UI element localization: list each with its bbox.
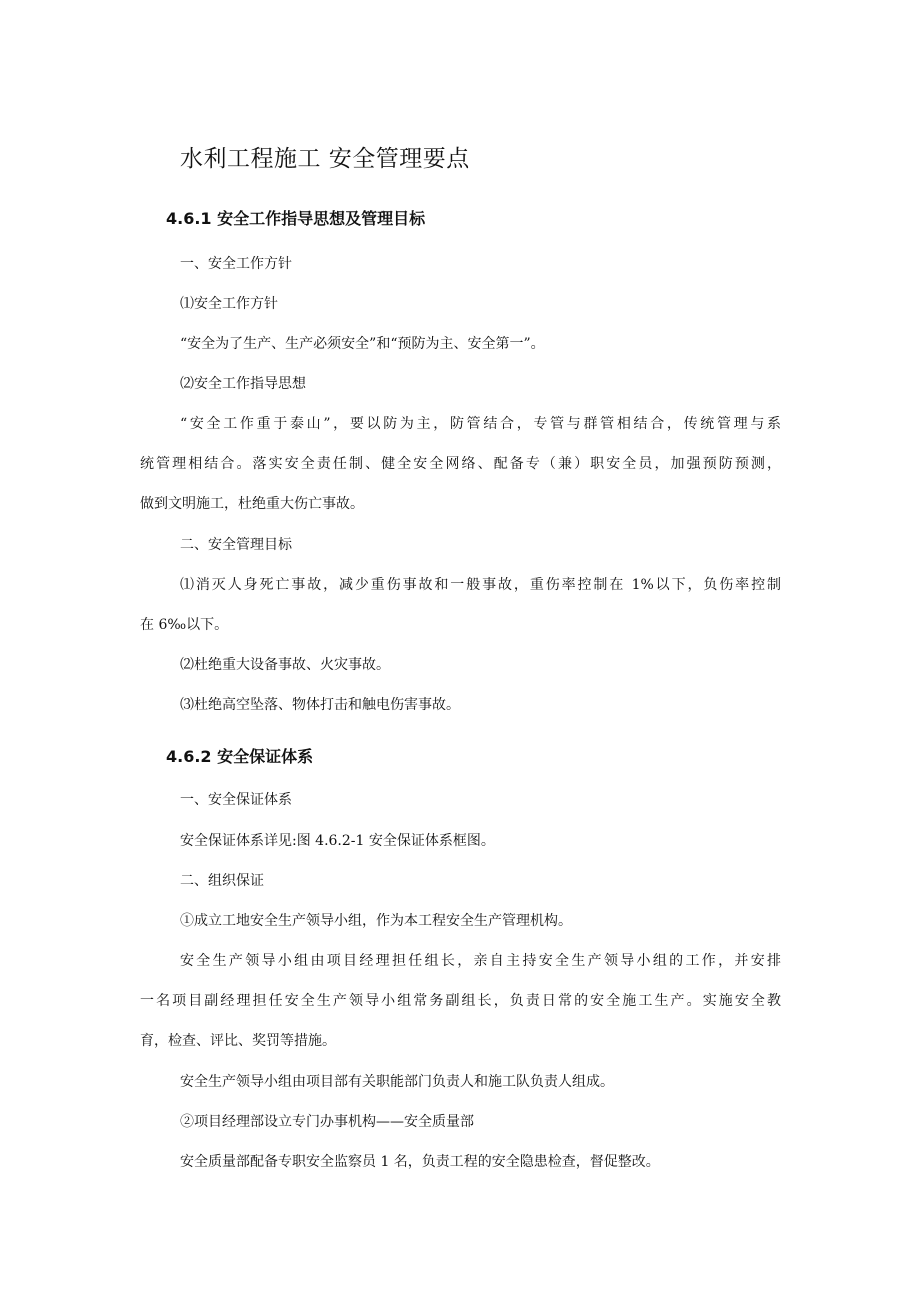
paragraph-line: 做到文明施工，杜绝重大伤亡事故。	[140, 496, 364, 512]
paragraph-line: 一名项目副经理担任安全生产领导小组常务副组长，负责日常的安全施工生产。实施安全教	[140, 993, 781, 1009]
paragraph-line: 安全生产领导小组由项目经理担任组长，亲自主持安全生产领导小组的工作，并安排	[180, 953, 781, 969]
paragraph-line: 在 6‰以下。	[140, 617, 229, 633]
paragraph-line: ⑵杜绝重大设备事故、火灾事故。	[180, 657, 390, 673]
section-heading-4-6-2: 4.6.2 安全保证体系	[166, 747, 314, 766]
paragraph-line: “安全为了生产、生产必须安全”和“预防为主、安全第一”。	[180, 336, 545, 352]
paragraph-line: 安全生产领导小组由项目部有关职能部门负责人和施工队负责人组成。	[180, 1074, 614, 1090]
paragraph-line: ①成立工地安全生产领导小组，作为本工程安全生产管理机构。	[180, 913, 572, 929]
paragraph-line: 统管理相结合。落实安全责任制、健全安全网络、配备专（兼）职安全员，加强预防预测，	[140, 456, 781, 472]
paragraph-line: ⑶杜绝高空坠落、物体打击和触电伤害事故。	[180, 697, 460, 713]
paragraph-line: ⑴安全工作方针	[180, 296, 278, 312]
paragraph-line: “安全工作重于泰山”，要以防为主，防管结合，专管与群管相结合，传统管理与系	[180, 416, 781, 432]
paragraph-line: 育，检查、评比、奖罚等措施。	[140, 1033, 336, 1049]
section-heading-4-6-1: 4.6.1 安全工作指导思想及管理目标	[166, 209, 426, 228]
paragraph-line: 一、安全保证体系	[180, 792, 292, 808]
paragraph-line: 一、安全工作方针	[180, 256, 292, 272]
paragraph-line: 二、组织保证	[180, 873, 264, 889]
document-title: 水利工程施工 安全管理要点	[180, 146, 470, 172]
paragraph-line: 二、安全管理目标	[180, 537, 292, 553]
paragraph-line: ⑵安全工作指导思想	[180, 376, 306, 392]
paragraph-line: ②项目经理部设立专门办事机构——安全质量部	[180, 1114, 474, 1130]
paragraph-line: ⑴消灭人身死亡事故，减少重伤事故和一般事故，重伤率控制在 1%以下，负伤率控制	[180, 577, 781, 593]
paragraph-line: 安全保证体系详见:图 4.6.2-1 安全保证体系框图。	[180, 833, 495, 849]
paragraph-line: 安全质量部配备专职安全监察员 1 名，负责工程的安全隐患检查，督促整改。	[180, 1154, 660, 1170]
